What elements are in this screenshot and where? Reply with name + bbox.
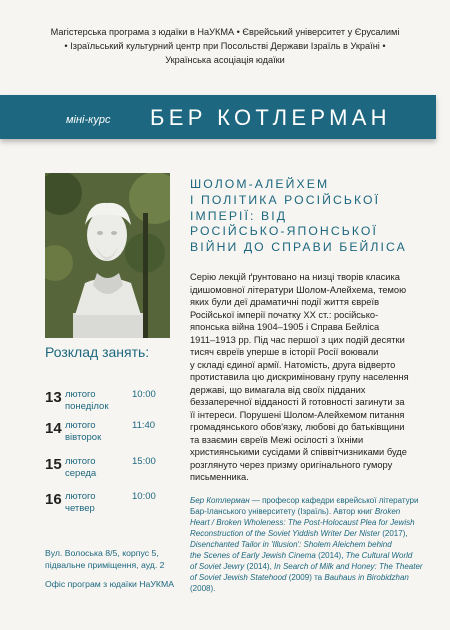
schedule-item [45, 389, 185, 417]
schedule-weekday: понеділок [65, 401, 109, 412]
address-line: Вул. Волоська 8/5, корпус 5, [45, 548, 159, 558]
body-line: беззаперечної відданості й готовності загинути за [190, 397, 405, 407]
bio-line: Heart / Broken Wholeness: The Post-Holocaust Plea for Jewish [190, 518, 415, 527]
body-line: розглянуто через призму оригінального гумору [190, 459, 393, 470]
schedule-month: лютого [65, 420, 96, 431]
schedule-day: 14 [45, 420, 62, 437]
lecturer-bio [190, 495, 430, 594]
bio-line: the Scenes of Early Jewish Cinema (2014), The Cultural World [190, 551, 413, 560]
title-line: ВІЙНИ ДО СПРАВИ БЕЙЛІСА [190, 240, 407, 255]
office-name: Офіс програм з юдаїки НаУКМА [45, 579, 174, 589]
title-line: РОСІЙСЬКО-ЯПОНСЬКОЇ [190, 224, 378, 239]
schedule-time: 15:00 [132, 456, 156, 467]
schedule-weekday: вівторок [65, 432, 102, 443]
header-line: • Ізраїльський культурний центр при Посольстві Держави Ізраїль в Україні • [64, 41, 386, 51]
schedule-day: 15 [45, 456, 62, 473]
bio-line: Бар-Іланського університету (Ізраїль). Автор книг Broken [190, 507, 401, 516]
schedule-month: лютого [65, 389, 96, 400]
bio-line: Reconstruction of the Soviet Yiddish Writer Der Nister (2017), [190, 529, 408, 538]
schedule-day: 13 [45, 389, 62, 406]
bio-line: of Soviet Jewish Statehood (2009) та Bauhaus in Birobidzhan [190, 573, 409, 582]
body-line: письменника. [190, 472, 249, 482]
body-line: яких були деї драматичні події життя євреїв [190, 297, 380, 307]
schedule-time: 10:00 [132, 491, 156, 502]
body-line: ідишомовної літератури Шолом-Алейхема, темою [190, 284, 407, 295]
body-line: державі, що вимагала від своїх підданих [190, 384, 366, 395]
schedule-time: 10:00 [132, 389, 156, 400]
bio-line: of Soviet Jewry (2014), In Search of Milk and Honey: The Theater [190, 562, 423, 571]
schedule-time: 11:40 [132, 420, 156, 431]
body-line: японська війна 1904–1905 і Справа Бейліса [190, 322, 380, 332]
header-line: Магістерська програма з юдаїки в НаУКМА • Єврейський університет у Єрусалимі [50, 27, 400, 37]
schedule-month: лютого [65, 491, 96, 502]
schedule-item [45, 491, 185, 519]
bust-statue-photo [45, 173, 170, 338]
schedule-day: 16 [45, 491, 62, 508]
schedule-month: лютого [65, 456, 96, 467]
body-line: Російської імперії початку ХХ ст.: російсько- [190, 309, 379, 320]
schedule-title: Розклад занять: [45, 344, 150, 360]
lecture-description [190, 271, 425, 484]
body-line: у складі єдиної армії. Натомість, друга відверто [190, 359, 396, 370]
body-line: Серію лекцій ґрунтовано на низці творів класика [190, 272, 400, 282]
lecturer-name: БЕР КОТЛЕРМАН [150, 105, 391, 130]
body-line: 1911–1913 рр. Під час першої з цих подій десятки [190, 334, 405, 345]
body-line: тисяч євреїв уперше в історії Росії воювали [190, 347, 379, 357]
title-line: ШОЛОМ-АЛЕЙХЕМ [190, 177, 330, 191]
bio-author-name: Бер Котлерман [190, 496, 250, 505]
lecture-title [190, 177, 435, 256]
bio-line: (2008). [190, 584, 216, 593]
course-type-label: міні-курс [66, 114, 111, 126]
organizers-header [20, 25, 430, 67]
body-line: християнськими сусідами й співвітчизниками буде [190, 447, 407, 457]
body-line: протиставила цю дискриміновану групу населення [190, 372, 409, 382]
schedule-item [45, 420, 185, 448]
venue-address [45, 548, 195, 571]
bio-line: Disenchanted Tailor in 'Illusion': Sholem Aleichem behind [190, 540, 392, 549]
header-line: Українська асоціація юдаїки [165, 55, 285, 65]
body-line: її інтереси. Порушені Шолом-Алейхемом питання [190, 409, 405, 420]
address-line: підвальне приміщення, ауд. 2 [45, 559, 165, 570]
title-line: І ПОЛІТИКА РОСІЙСЬКОЇ [190, 192, 381, 207]
body-line: та взаємин євреїв Межі осілості з їхніми [190, 434, 364, 445]
body-line: громадянського обов'язку, любові до батьківщини [190, 422, 405, 432]
schedule-weekday: четвер [65, 503, 95, 514]
schedule-weekday: середа [65, 468, 97, 479]
bio-line: Бер Котлерман — професор кафедри єврейської літератури [190, 496, 419, 505]
title-banner [0, 95, 436, 139]
schedule-item [45, 456, 185, 484]
title-line: ІМПЕРІЇ: ВІД [190, 208, 288, 223]
